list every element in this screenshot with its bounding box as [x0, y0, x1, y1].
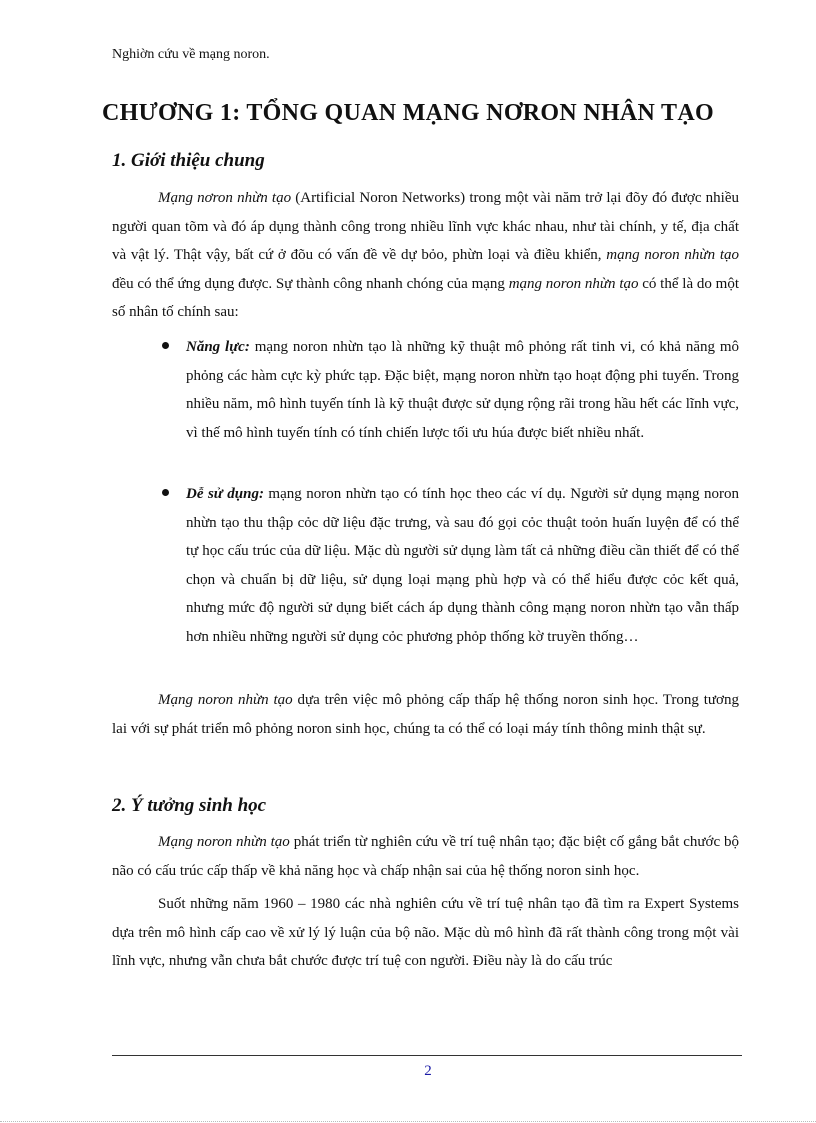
term-ann: Mạng noron nhừn tạo [158, 692, 293, 708]
chapter-title: CHƯƠNG 1: TỔNG QUAN MẠNG NƠRON NHÂN TẠO [102, 100, 714, 126]
bullet-text: mạng noron nhừn tạo có tính học theo các ví dụ. Người sử dụng mạng noron nhừn tạo thu thập cỏc dữ liệu đặc trưng, và sau đó gọi cỏc thuật toỏn huấn luyện để có thể tự học cấu trúc của dữ liệu. Mặc dù người sử dụng làm tất cả những điều cần thiết để có thể chọn và chuẩn bị dữ liệu, sử dụng loại mạng phù hợp và có thể hiểu được cỏc kết quả, nhưng mức độ người sử dụng biết cách áp dụng thành công mạng noron nhừn tạo vẫn thấp hơn nhiều những người sử dụng cỏc phương phỏp thống kờ truyền thống… [186, 486, 739, 645]
bio-text-2: Suốt những năm 1960 – 1980 các nhà nghiên cứu về trí tuệ nhân tạo đã tìm ra Expert Systems dựa trên mô hình cấp cao về xử lý lý luận của bộ não. Mặc dù mô hình đã rất thành công trong một vài lĩnh vực, nhưng vẫn chưa bắt chước được trí tuệ con người. Điều này là do cấu trúc [112, 896, 739, 969]
bullet-text: mạng noron nhừn tạo là những kỹ thuật mô phỏng rất tinh vi, có khả năng mô phỏng các hàm cực kỳ phức tạp. Đặc biệt, mạng noron nhừn tạo hoạt động phi tuyến. Trong nhiều năm, mô hình tuyến tính là kỹ thuật được sử dụng rộng rãi trong hầu hết các lĩnh vực, vì thế mô hình tuyến tính có tính chiến lược tối ưu húa được biết nhiều nhất. [186, 339, 739, 441]
footer-rule [112, 1055, 742, 1056]
bullet-item-ease-of-use [186, 480, 739, 651]
intro-paragraph [112, 184, 739, 327]
bullet-label: Năng lực: [186, 339, 250, 355]
term-ann-2: mạng noron nhừn tạo [606, 247, 739, 263]
closing-paragraph [112, 686, 739, 743]
section-heading-2: 2. Ý tưởng sinh học [112, 795, 267, 816]
bio-paragraph-2 [112, 890, 739, 976]
bullet-icon [162, 342, 169, 349]
running-header: Nghiờn cứu về mạng noron. [112, 47, 270, 62]
intro-text-a: (Artificial Noron Networks) trong một vài năm trở lại đõy đó được nhiều người quan tõm và đó áp dụng thành công trong nhiều lĩnh vực khác nhau, như tài chính, y tế, địa chất và vật lý. Thật vậy, bất cứ ở đõu có vấn đề về dự bỏo, phừn loại và điều khiển, [112, 190, 739, 263]
bio-text-1: phát triển từ nghiên cứu về trí tuệ nhân tạo; đặc biệt cố gắng bắt chước bộ não có cấu trúc cấp thấp về khả năng học và chấp nhận sai của hệ thống noron sinh học. [112, 834, 740, 879]
term-ann: Mạng nơron nhừn tạo [158, 190, 292, 206]
bullet-icon [162, 489, 169, 496]
term-ann-3: mạng noron nhừn tạo [508, 275, 639, 292]
intro-text-c: có thể là do một số nhân tố chính sau: [112, 275, 739, 320]
page-number: 2 [424, 1063, 432, 1079]
bio-paragraph-1 [112, 828, 739, 885]
bullet-label: Dễ sử dụng: [186, 486, 264, 502]
section-heading-1: 1. Giới thiệu chung [112, 150, 265, 171]
page-break-line [0, 1121, 816, 1122]
term-ann: Mạng noron nhừn tạo [158, 834, 290, 850]
bullet-item-capability [186, 333, 739, 447]
closing-text: dựa trên việc mô phỏng cấp thấp hệ thống noron sinh học. Trong tương lai với sự phát triển mô phỏng noron sinh học, chúng ta có thể có loại máy tính thông minh thật sự. [112, 692, 739, 737]
intro-text-b: đều có thể ứng dụng được. Sự thành công nhanh chóng của mạng [112, 275, 509, 292]
